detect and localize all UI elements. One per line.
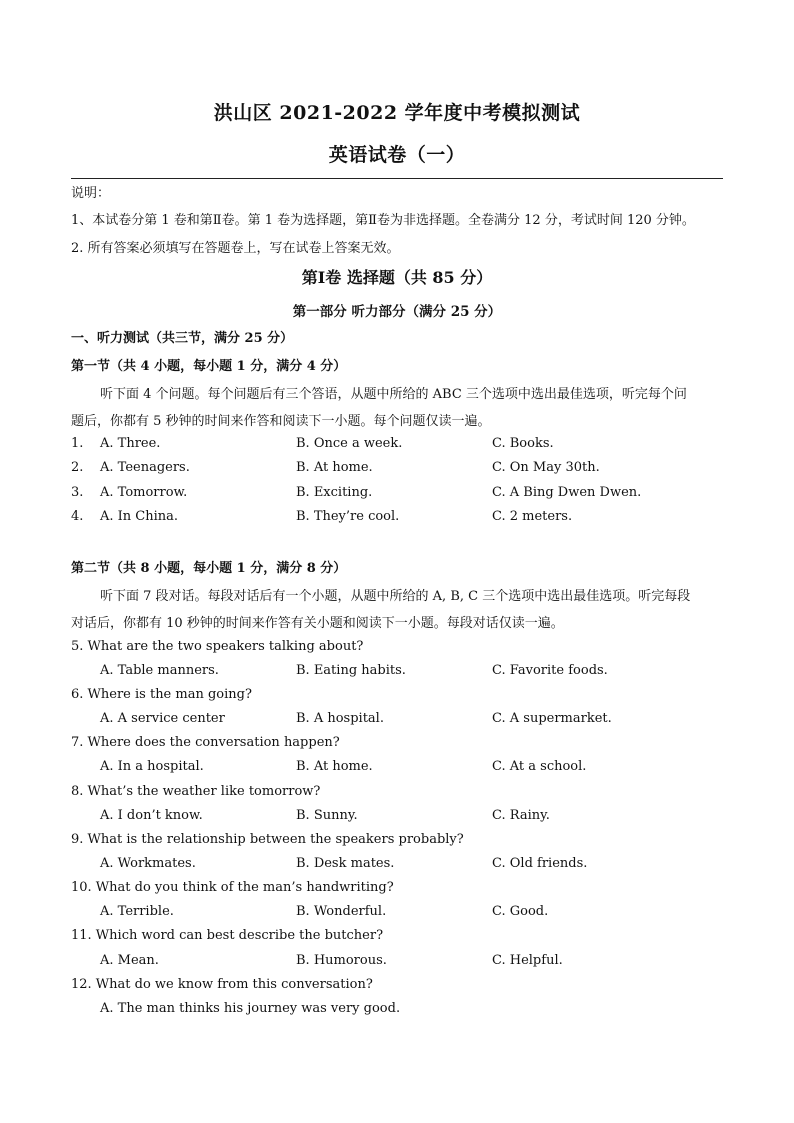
question-options-10: [71, 904, 731, 922]
option-a: A. In a hospital.: [100, 759, 204, 774]
option-a: A. Tomorrow.: [100, 485, 188, 500]
question-number: 2.: [71, 460, 84, 475]
question-text-7: 7. Where does the conversation happen?: [71, 735, 340, 750]
option-a: A. Terrible.: [100, 904, 174, 919]
sec2-heading: 第二节（共 8 小题，每小题 1 分，满分 8 分）: [71, 561, 347, 576]
question-number: 1.: [71, 436, 84, 451]
question-row-2: [71, 460, 731, 478]
question-text-5: 5. What are the two speakers talking about?: [71, 639, 364, 654]
option-a: A. In China.: [100, 509, 179, 524]
question-options-8: [71, 808, 731, 826]
question-number: 3.: [71, 485, 84, 500]
notes-label: 说明：: [71, 186, 111, 201]
option-c: C. Helpful.: [492, 953, 563, 968]
option-b: B. A hospital.: [296, 711, 384, 726]
option-b: B. Wonderful.: [296, 904, 387, 919]
volume-title: 第Ⅰ卷 选择题（共 85 分）: [301, 268, 493, 287]
option-c: C. Favorite foods.: [492, 663, 608, 678]
option-c: C. Old friends.: [492, 856, 588, 871]
sec1-instruction-1: 听下面 4 个问题。每个问题后有三个答语，从题中所给的 ABC 三个选项中选出最佳选项，听完每个问: [100, 387, 687, 402]
sec1-instruction-2: 题后，你都有 5 秒钟的时间来作答和阅读下一小题。每个问题仅读一遍。: [71, 414, 491, 429]
exam-title: 洪山区 2021-2022 学年度中考模拟测试: [213, 102, 581, 124]
sec2-instruction-2: 对话后，你都有 10 秒钟的时间来作答有关小题和阅读下一小题。每段对话仅读一遍。: [71, 616, 564, 631]
part-title: 第一部分 听力部分（满分 25 分）: [292, 304, 502, 320]
option-a: A. Three.: [100, 436, 161, 451]
option-c: C. 2 meters.: [492, 509, 573, 524]
option-c: C. A supermarket.: [492, 711, 612, 726]
question-options-5: [71, 663, 731, 681]
exam-subtitle: 英语试卷（一）: [328, 144, 466, 166]
option-a: A. Teenagers.: [100, 460, 190, 475]
notes-line-2: 2. 所有答案必须填写在答题卷上，写在试卷上答案无效。: [71, 241, 400, 256]
question-text-10: 10. What do you think of the man’s handwriting?: [71, 880, 394, 895]
option-a: A. Table manners.: [100, 663, 219, 678]
option-c: C. At a school.: [492, 759, 587, 774]
question-text-9: 9. What is the relationship between the speakers probably?: [71, 832, 464, 847]
option-c: C. Good.: [492, 904, 549, 919]
question-row-4: [71, 509, 731, 527]
option-c: C. On May 30th.: [492, 460, 600, 475]
question-text-11: 11. Which word can best describe the butcher?: [71, 928, 384, 943]
question-number: 4.: [71, 509, 84, 524]
option-a: A. Mean.: [100, 953, 159, 968]
section-heading: 一、听力测试（共三节，满分 25 分）: [71, 331, 294, 346]
option-b: B. Humorous.: [296, 953, 387, 968]
question-row-1: [71, 436, 731, 454]
question-options-11: [71, 953, 731, 971]
option-b: B. Eating habits.: [296, 663, 406, 678]
option-c: C. Books.: [492, 436, 554, 451]
question-options-9: [71, 856, 731, 874]
question-text-6: 6. Where is the man going?: [71, 687, 252, 702]
option-a: A. The man thinks his journey was very good.: [100, 1001, 401, 1016]
option-b: B. Once a week.: [296, 436, 403, 451]
header-divider: [71, 178, 723, 179]
question-options-6: [71, 711, 731, 729]
sec2-instruction-1: 听下面 7 段对话。每段对话后有一个小题，从题中所给的 A, B, C 三个选项中选出最佳选项。听完每段: [100, 589, 691, 604]
option-b: B. Sunny.: [296, 808, 358, 823]
option-c: C. Rainy.: [492, 808, 550, 823]
option-b: B. At home.: [296, 460, 373, 475]
option-a: A. A service center: [100, 711, 225, 726]
option-c: C. A Bing Dwen Dwen.: [492, 485, 642, 500]
question-text-8: 8. What’s the weather like tomorrow?: [71, 784, 321, 799]
option-b: B. They’re cool.: [296, 509, 400, 524]
question-options-7: [71, 759, 731, 777]
question-options-12: [71, 1001, 731, 1019]
option-b: B. Exciting.: [296, 485, 373, 500]
option-b: B. At home.: [296, 759, 373, 774]
question-row-3: [71, 485, 731, 503]
question-text-12: 12. What do we know from this conversation?: [71, 977, 373, 992]
sec1-heading: 第一节（共 4 小题，每小题 1 分，满分 4 分）: [71, 359, 347, 374]
option-a: A. Workmates.: [100, 856, 196, 871]
option-b: B. Desk mates.: [296, 856, 395, 871]
notes-line-1: 1、本试卷分第 1 卷和第Ⅱ卷。第 1 卷为选择题，第Ⅱ卷为非选择题。全卷满分 12 分，考试时间 120 分钟。: [71, 213, 695, 228]
option-a: A. I don’t know.: [100, 808, 203, 823]
